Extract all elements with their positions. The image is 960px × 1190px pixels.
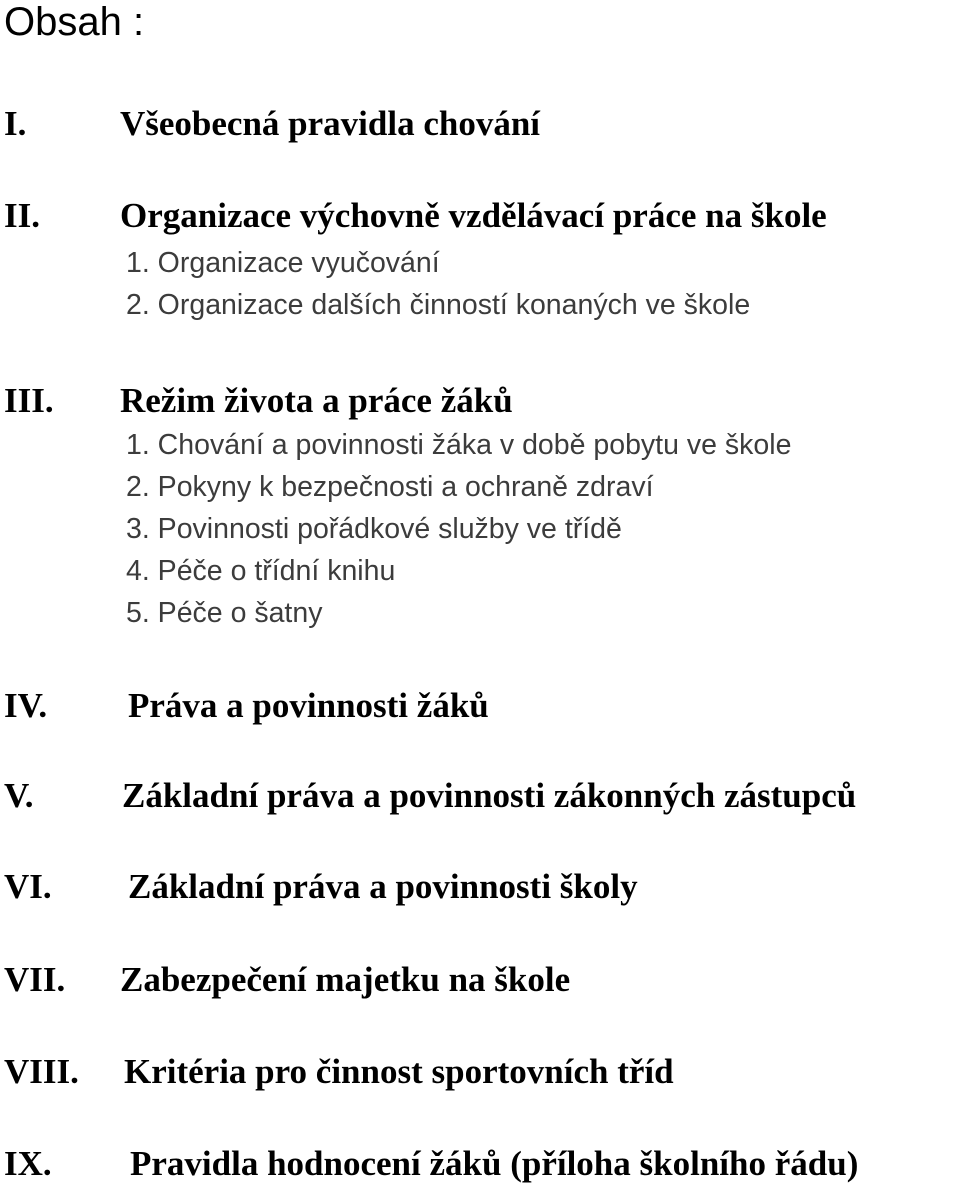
section-3-item-3: 3. Povinnosti pořádkové služby ve třídě xyxy=(126,513,622,545)
section-5-number: V. xyxy=(4,776,34,815)
section-9-number: IX. xyxy=(4,1144,52,1183)
section-3-item-2: 2. Pokyny k bezpečnosti a ochraně zdraví xyxy=(126,471,654,503)
section-2-title: Organizace výchovně vzdělávací práce na škole xyxy=(120,196,827,235)
section-8-title: Kritéria pro činnost sportovních tříd xyxy=(124,1052,674,1091)
section-6-title: Základní práva a povinnosti školy xyxy=(128,867,638,906)
section-2-item-1: 1. Organizace vyučování xyxy=(126,247,440,279)
section-1-number: I. xyxy=(4,104,27,143)
section-1-title: Všeobecná pravidla chování xyxy=(120,104,541,143)
section-4-title: Práva a povinnosti žáků xyxy=(128,686,489,725)
section-8-number: VIII. xyxy=(4,1052,79,1091)
section-3-item-4: 4. Péče o třídní knihu xyxy=(126,555,396,587)
section-2-item-2: 2. Organizace dalších činností konaných ve škole xyxy=(126,289,751,321)
section-3-number: III. xyxy=(4,381,54,420)
section-5-title: Základní práva a povinnosti zákonných zástupců xyxy=(122,776,857,815)
section-3-item-5: 5. Péče o šatny xyxy=(126,597,323,629)
section-3-item-1: 1. Chování a povinnosti žáka v době pobytu ve škole xyxy=(126,429,792,461)
section-7-number: VII. xyxy=(4,960,66,999)
section-6-number: VI. xyxy=(4,867,52,906)
document-title: Obsah : xyxy=(4,0,145,44)
section-3-title: Režim života a práce žáků xyxy=(120,381,513,420)
section-4-number: IV. xyxy=(4,686,48,725)
section-9-title: Pravidla hodnocení žáků (příloha školního řádu) xyxy=(130,1144,859,1183)
section-7-title: Zabezpečení majetku na škole xyxy=(120,960,571,999)
section-2-number: II. xyxy=(4,196,40,235)
